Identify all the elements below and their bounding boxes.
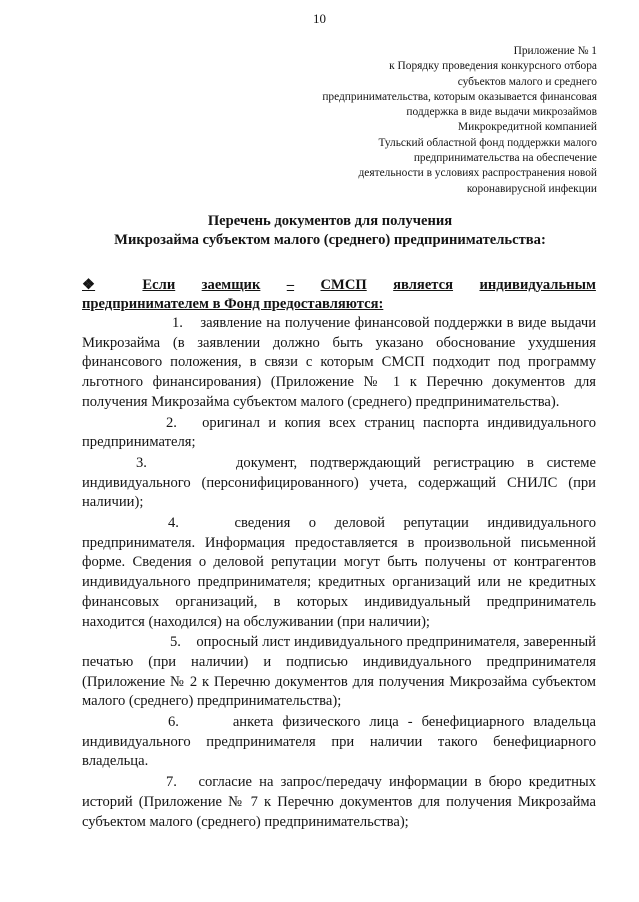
list-item (82, 514, 596, 632)
page-number: 10 (313, 11, 326, 26)
list-item (82, 773, 596, 832)
appendix-line: предпринимательства, которым оказывается финансовая (322, 90, 597, 103)
item-number: 7. (166, 774, 177, 791)
appendix-line: Тульский областной фонд поддержки малого (378, 136, 597, 149)
intro-word: индивидуальным (479, 277, 596, 293)
list-item (82, 713, 596, 772)
item-number: 6. (168, 714, 179, 731)
item-text: оригинал и копия всех страниц паспорта индивидуального предпринимателя; (82, 414, 596, 451)
appendix-line: субъектов малого и среднего (457, 75, 597, 88)
item-text: опросный лист индивидуального предпринимателя, заверенный печатью (при наличии) и подписью индивидуального предпринимателя (Приложение № 2 к Перечню документов для получения Микрозайма субъектом малого (среднего) предпринимательства); (82, 634, 596, 710)
intro-line-2: предпринимателем в Фонд предоставляются: (82, 296, 384, 312)
list-item (82, 454, 596, 513)
document-list (82, 314, 596, 832)
intro-line-1 (82, 276, 596, 295)
item-text: документ, подтверждающий регистрацию в системе индивидуального (персонифицированного) учета, содержащий СНИЛС (при наличии); (82, 454, 596, 511)
title-line: Перечень документов для получения (207, 213, 453, 229)
list-item (82, 414, 596, 453)
document-title (60, 212, 600, 250)
item-number: 4. (168, 515, 179, 532)
appendix-line: поддержка в виде выдачи микрозаймов (406, 106, 597, 119)
intro-word: СМСП (320, 277, 367, 293)
list-item (82, 633, 596, 712)
item-number: 5. (170, 634, 181, 651)
list-item (82, 314, 596, 413)
item-number: 2. (166, 414, 177, 431)
appendix-line: деятельности в условиях распространения новой (358, 167, 597, 180)
item-text: сведения о деловой репутации индивидуального предпринимателя. Информация предоставляется в произвольной письменной форме. Сведения о деловой репутации могут быть получены от контрагентов индивидуального предпринимателя; кредитных организаций или не кредитных финансовых организаций, в которых индивидуальный предприниматель находится (находился) на обслуживании (при наличии); (82, 515, 596, 630)
intro-word: заемщик (201, 277, 261, 293)
appendix-line: коронавирусной инфекции (466, 182, 597, 195)
item-text: заявление на получение финансовой поддержки в виде выдачи Микрозайма (в заявлении должно быть указано обоснование ухудшения финансового положения, в связи с которым СМСП подходит под программу льготного финансирования) (Приложение № 1 к Перечню документов для получения Микрозайма субъектом малого (среднего) предпринимательства). (82, 315, 597, 410)
appendix-line: к Порядку проведения конкурсного отбора (389, 60, 597, 73)
section-intro (82, 276, 596, 314)
bullet-icon: ❖ (82, 277, 96, 293)
appendix-line: Микрокредитной компанией (457, 121, 597, 134)
title-line: Микрозайма субъектом малого (среднего) предпринимательства: (114, 232, 546, 248)
appendix-line: Приложение № 1 (513, 45, 597, 57)
intro-word: – (286, 277, 295, 293)
intro-word: является (393, 277, 454, 293)
item-text: согласие на запрос/передачу информации в бюро кредитных историй (Приложение № 7 к Перечню документов для получения Микрозайма субъектом малого (среднего) предпринимательства); (82, 774, 596, 830)
item-number: 3. (136, 454, 147, 471)
item-text: анкета физического лица - бенефициарного владельца индивидуального предпринимателя при наличии такого бенефициарного владельца. (82, 714, 596, 770)
item-number: 1. (172, 315, 183, 331)
appendix-line: предпринимательства на обеспечение (413, 152, 597, 165)
appendix-reference (267, 44, 597, 197)
intro-word: Если (142, 277, 176, 293)
